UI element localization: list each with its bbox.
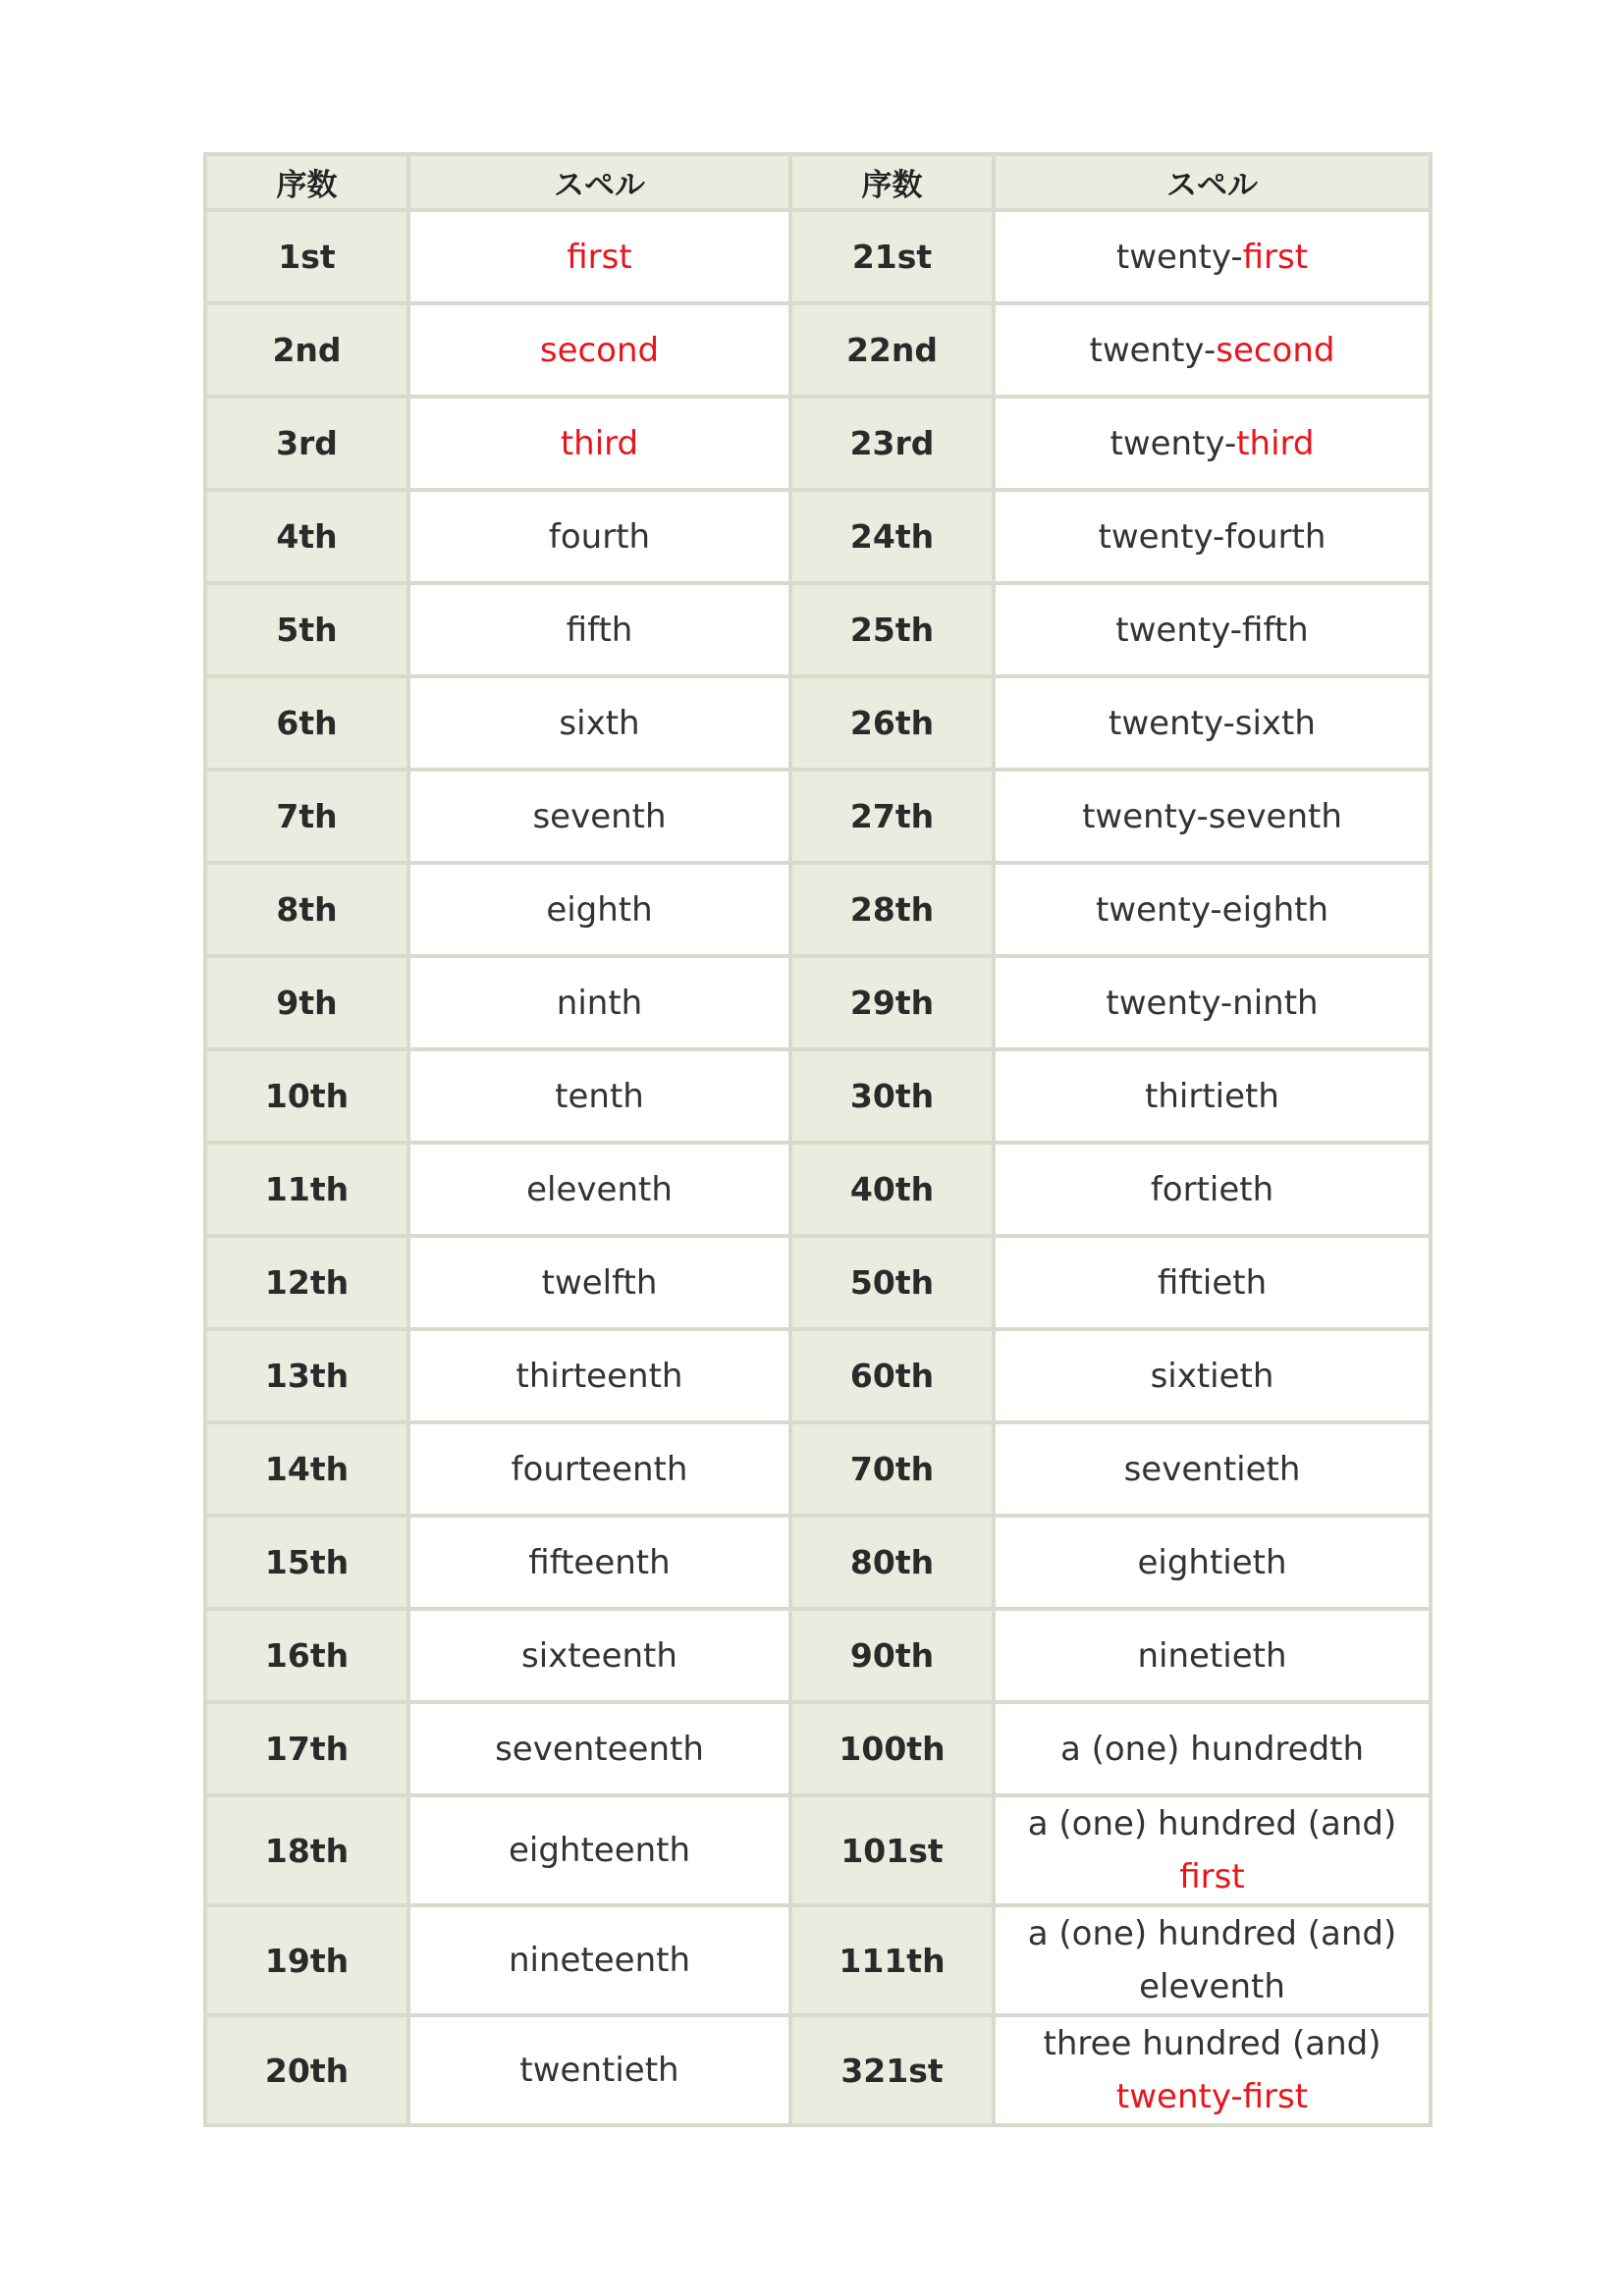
spelling-right — [994, 1143, 1431, 1236]
spelling-text: three hundred (and) — [1043, 2024, 1381, 2063]
ordinal-left: 14th — [205, 1422, 408, 1516]
spelling-text: eleventh — [526, 1169, 673, 1209]
spelling-left — [408, 1795, 790, 1905]
spelling-text: eightieth — [1137, 1542, 1287, 1582]
spelling-text: twenty-fifth — [1115, 610, 1309, 650]
table-row — [205, 1329, 1431, 1422]
ordinal-right: 80th — [790, 1516, 994, 1609]
ordinal-right: 40th — [790, 1143, 994, 1236]
spelling-text: a (one) hundred (and) eleventh — [1027, 1914, 1397, 2006]
spelling-text: seventieth — [1123, 1449, 1301, 1489]
spelling-left — [408, 490, 790, 583]
table-row — [205, 956, 1431, 1049]
spelling-highlight: twenty-first — [1115, 2077, 1309, 2116]
header-spelling-left: スペル — [408, 154, 790, 210]
table-row — [205, 303, 1431, 397]
spelling-right — [994, 770, 1431, 863]
spelling-right — [994, 863, 1431, 956]
spelling-text: eighteenth — [508, 1831, 691, 1870]
spelling-highlight: third — [1236, 423, 1315, 463]
ordinal-left: 15th — [205, 1516, 408, 1609]
spelling-right — [994, 1795, 1431, 1905]
table-row — [205, 1049, 1431, 1143]
spelling-left — [408, 1702, 790, 1795]
ordinal-left: 2nd — [205, 303, 408, 397]
ordinal-left: 8th — [205, 863, 408, 956]
ordinal-numbers-sheet — [203, 152, 1429, 2127]
spelling-text: sixteenth — [521, 1635, 677, 1676]
table-row — [205, 2015, 1431, 2125]
spelling-left — [408, 1329, 790, 1422]
table-row — [205, 1422, 1431, 1516]
spelling-text: fifth — [566, 610, 633, 650]
ordinal-left: 10th — [205, 1049, 408, 1143]
spelling-text: twenty-sixth — [1109, 703, 1316, 743]
ordinal-left: 20th — [205, 2015, 408, 2125]
spelling-highlight: third — [560, 423, 639, 463]
header-ordinal-left: 序数 — [205, 154, 408, 210]
table-row — [205, 1143, 1431, 1236]
spelling-left — [408, 1236, 790, 1329]
spelling-text: eighth — [546, 889, 653, 930]
ordinal-right: 24th — [790, 490, 994, 583]
spelling-right — [994, 1516, 1431, 1609]
spelling-right — [994, 490, 1431, 583]
spelling-right — [994, 1609, 1431, 1702]
spelling-text: sixth — [559, 703, 640, 743]
ordinal-left: 11th — [205, 1143, 408, 1236]
spelling-highlight: second — [539, 330, 660, 370]
ordinal-left: 3rd — [205, 397, 408, 490]
spelling-text: twenty- — [1089, 330, 1217, 370]
spelling-highlight: first — [567, 237, 632, 277]
spelling-right — [994, 1702, 1431, 1795]
spelling-text: twelfth — [541, 1262, 658, 1303]
table-row — [205, 583, 1431, 676]
spelling-right — [994, 2015, 1431, 2125]
spelling-right — [994, 1236, 1431, 1329]
spelling-highlight: first — [1242, 237, 1309, 277]
ordinal-right: 29th — [790, 956, 994, 1049]
spelling-right — [994, 397, 1431, 490]
spelling-text: fourteenth — [511, 1449, 688, 1489]
spelling-left — [408, 1905, 790, 2015]
ordinal-right: 28th — [790, 863, 994, 956]
ordinal-right: 90th — [790, 1609, 994, 1702]
spelling-text: thirtieth — [1145, 1076, 1279, 1116]
ordinal-left: 17th — [205, 1702, 408, 1795]
spelling-text: fourth — [548, 516, 651, 557]
table-row — [205, 1702, 1431, 1795]
spelling-right — [994, 1905, 1431, 2015]
spelling-left — [408, 676, 790, 770]
table-row — [205, 1236, 1431, 1329]
spelling-text: twenty-fourth — [1098, 516, 1326, 557]
spelling-right — [994, 956, 1431, 1049]
ordinal-right: 26th — [790, 676, 994, 770]
spelling-left — [408, 956, 790, 1049]
spelling-text: twenty-seventh — [1082, 796, 1342, 836]
spelling-text: twenty- — [1110, 423, 1237, 463]
ordinal-left: 19th — [205, 1905, 408, 2015]
spelling-left — [408, 1422, 790, 1516]
spelling-right — [994, 1422, 1431, 1516]
ordinal-right: 25th — [790, 583, 994, 676]
spelling-left — [408, 1609, 790, 1702]
spelling-text: ninth — [556, 983, 643, 1023]
spelling-text: fifteenth — [528, 1542, 671, 1582]
ordinal-right: 101st — [790, 1795, 994, 1905]
ordinal-left: 12th — [205, 1236, 408, 1329]
ordinal-left: 9th — [205, 956, 408, 1049]
table-row — [205, 1609, 1431, 1702]
spelling-left — [408, 583, 790, 676]
table-row — [205, 770, 1431, 863]
spelling-right — [994, 303, 1431, 397]
spelling-text: a (one) hundredth — [1059, 1729, 1365, 1769]
ordinal-left: 4th — [205, 490, 408, 583]
spelling-right — [994, 1329, 1431, 1422]
header-ordinal-right: 序数 — [790, 154, 994, 210]
spelling-text: thirteenth — [515, 1356, 683, 1396]
spelling-left — [408, 210, 790, 303]
ordinal-left: 13th — [205, 1329, 408, 1422]
ordinal-left: 1st — [205, 210, 408, 303]
spelling-text: ninetieth — [1137, 1635, 1287, 1676]
table-row — [205, 397, 1431, 490]
spelling-text: sixtieth — [1150, 1356, 1274, 1396]
spelling-left — [408, 1143, 790, 1236]
spelling-right — [994, 676, 1431, 770]
ordinal-right: 21st — [790, 210, 994, 303]
spelling-left — [408, 1049, 790, 1143]
spelling-left — [408, 863, 790, 956]
spelling-text: nineteenth — [508, 1941, 691, 1980]
ordinal-right: 321st — [790, 2015, 994, 2125]
spelling-left — [408, 2015, 790, 2125]
ordinal-left: 16th — [205, 1609, 408, 1702]
spelling-left — [408, 770, 790, 863]
spelling-text: fortieth — [1150, 1169, 1274, 1209]
spelling-text: twenty-ninth — [1106, 983, 1319, 1023]
spelling-highlight: first — [1179, 1857, 1245, 1896]
table-row — [205, 1516, 1431, 1609]
table-row — [205, 490, 1431, 583]
table-row — [205, 1795, 1431, 1905]
spelling-left — [408, 397, 790, 490]
ordinal-left: 7th — [205, 770, 408, 863]
spelling-right — [994, 210, 1431, 303]
spelling-highlight: second — [1216, 330, 1335, 370]
ordinal-right: 23rd — [790, 397, 994, 490]
spelling-left — [408, 1516, 790, 1609]
ordinal-right: 70th — [790, 1422, 994, 1516]
spelling-text: seventeenth — [495, 1729, 704, 1769]
ordinal-right: 111th — [790, 1905, 994, 2015]
ordinal-left: 5th — [205, 583, 408, 676]
ordinal-right: 22nd — [790, 303, 994, 397]
spelling-text: twentieth — [519, 2051, 679, 2090]
ordinal-right: 27th — [790, 770, 994, 863]
spelling-right — [994, 583, 1431, 676]
table-row — [205, 676, 1431, 770]
spelling-left — [408, 303, 790, 397]
table-header-row — [205, 154, 1431, 210]
spelling-text: fiftieth — [1157, 1262, 1268, 1303]
spelling-text: seventh — [532, 796, 667, 836]
ordinal-right: 60th — [790, 1329, 994, 1422]
ordinal-right: 30th — [790, 1049, 994, 1143]
table-row — [205, 210, 1431, 303]
ordinal-left: 6th — [205, 676, 408, 770]
header-spelling-right: スペル — [994, 154, 1431, 210]
spelling-text: twenty-eighth — [1095, 889, 1329, 930]
table-row — [205, 863, 1431, 956]
ordinal-left: 18th — [205, 1795, 408, 1905]
spelling-text: twenty- — [1115, 237, 1243, 277]
ordinal-right: 50th — [790, 1236, 994, 1329]
spelling-text: a (one) hundred (and) — [1027, 1804, 1397, 1843]
spelling-text: tenth — [555, 1076, 644, 1116]
ordinal-table — [203, 152, 1433, 2127]
ordinal-right: 100th — [790, 1702, 994, 1795]
spelling-right — [994, 1049, 1431, 1143]
table-row — [205, 1905, 1431, 2015]
